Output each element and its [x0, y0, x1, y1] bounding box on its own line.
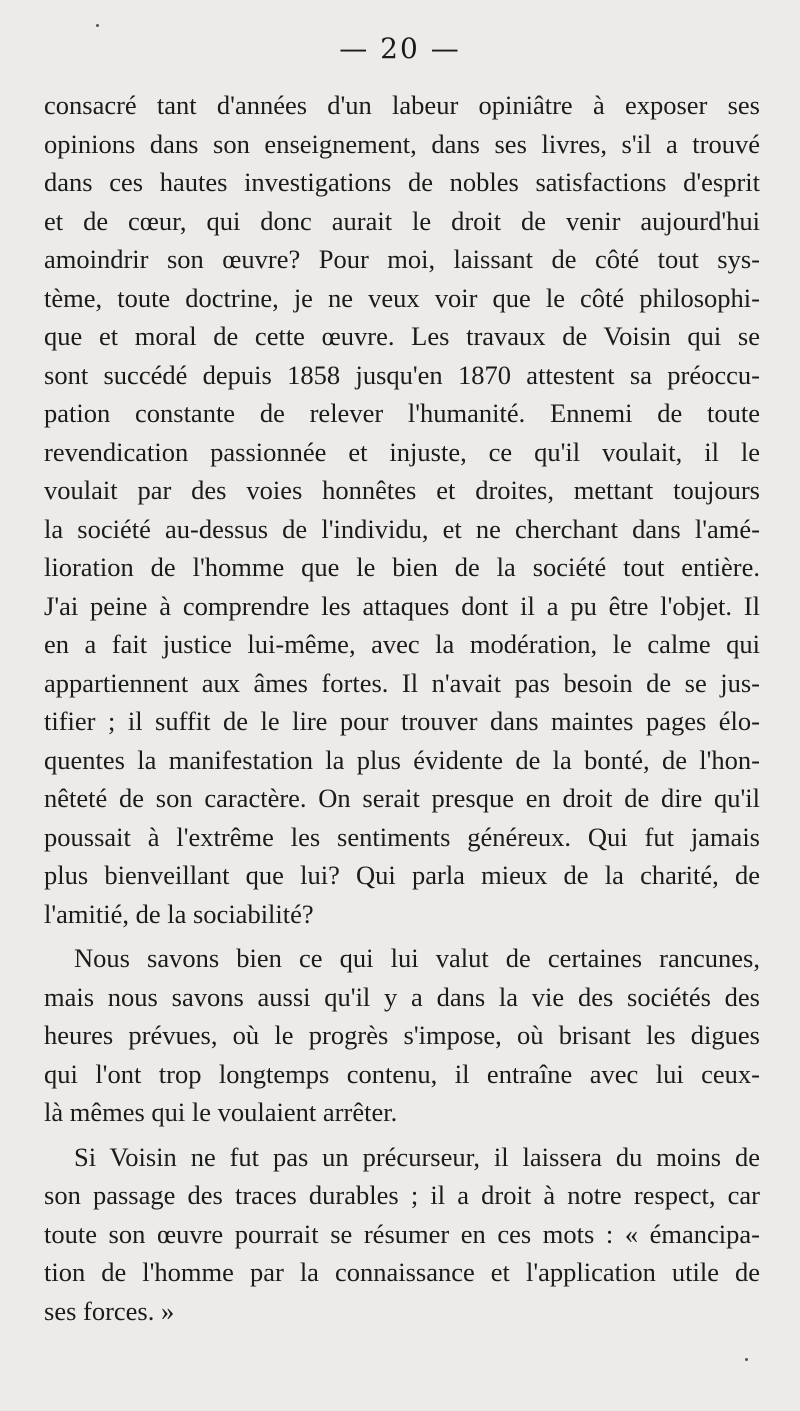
text-line: appartiennent aux âmes fortes. Il n'avait pas besoin de se jus- [44, 667, 760, 698]
text-line: l'amitié, de la sociabilité? [44, 898, 314, 929]
text-line: J'ai peine à comprendre les attaques dont il a pu être l'objet. Il [44, 590, 760, 621]
text-line: tème, toute doctrine, je ne veux voir que le côté philosophi- [44, 282, 760, 313]
text-line: ses forces. » [44, 1295, 175, 1326]
paragraph [44, 86, 760, 933]
text-line: voulait par des voies honnêtes et droites, mettant toujours [44, 475, 760, 505]
text-line: sont succédé depuis 1858 jusqu'en 1870 attestent sa préoccu- [44, 359, 760, 390]
text-line: la société au-dessus de l'individu, et ne cherchant dans l'amé- [44, 513, 760, 544]
text-line: amoindrir son œuvre? Pour moi, laissant de côté tout sys- [44, 244, 760, 274]
text-line: consacré tant d'années d'un labeur opiniâtre à exposer ses [44, 90, 760, 120]
text-line: tion de l'homme par la connaissance et l'application utile de [44, 1257, 760, 1287]
body-text [44, 86, 760, 1330]
text-line: Si Voisin ne fut pas un précurseur, il laissera du moins de [74, 1141, 760, 1172]
text-line: lioration de l'homme que le bien de la société tout entière. [44, 552, 760, 582]
text-line: pation constante de relever l'humanité. Ennemi de toute [44, 398, 760, 428]
text-line: revendication passionnée et injuste, ce qu'il voulait, il le [44, 436, 760, 467]
text-line: mais nous savons aussi qu'il y a dans la vie des sociétés des [44, 981, 760, 1012]
text-line: quentes la manifestation la plus évidente de la bonté, de l'hon- [44, 744, 760, 775]
text-line: heures prévues, où le progrès s'impose, où brisant les digues [44, 1020, 760, 1050]
text-line: en a fait justice lui-même, avec la modération, le calme qui [44, 629, 760, 659]
text-line: nêteté de son caractère. On serait presque en droit de dire qu'il [44, 783, 760, 813]
print-speck [96, 24, 99, 27]
paragraph [44, 939, 760, 1132]
text-line: tifier ; il suffit de le lire pour trouver dans maintes pages élo- [44, 706, 760, 736]
text-line: et de cœur, qui donc aurait le droit de venir aujourd'hui [44, 205, 760, 236]
text-line: Nous savons bien ce qui lui valut de certaines rancunes, [74, 943, 760, 973]
text-line: poussait à l'extrême les sentiments généreux. Qui fut jamais [44, 821, 760, 852]
text-line: son passage des traces durables ; il a droit à notre respect, car [44, 1180, 760, 1210]
page-number: — 20 — [339, 32, 461, 65]
text-line: toute son œuvre pourrait se résumer en ces mots : « émancipa- [44, 1218, 760, 1249]
text-line: qui l'ont trop longtemps contenu, il entraîne avec lui ceux- [44, 1058, 760, 1089]
text-line: plus bienveillant que lui? Qui parla mieux de la charité, de [44, 860, 760, 890]
paragraph [44, 1138, 760, 1331]
text-line: dans ces hautes investigations de nobles satisfactions d'esprit [44, 167, 760, 197]
text-line: opinions dans son enseignement, dans ses livres, s'il a trouvé [44, 128, 760, 159]
print-speck [745, 1358, 748, 1361]
text-line: là mêmes qui le voulaient arrêter. [44, 1097, 398, 1127]
text-line: que et moral de cette œuvre. Les travaux de Voisin qui se [44, 321, 760, 351]
